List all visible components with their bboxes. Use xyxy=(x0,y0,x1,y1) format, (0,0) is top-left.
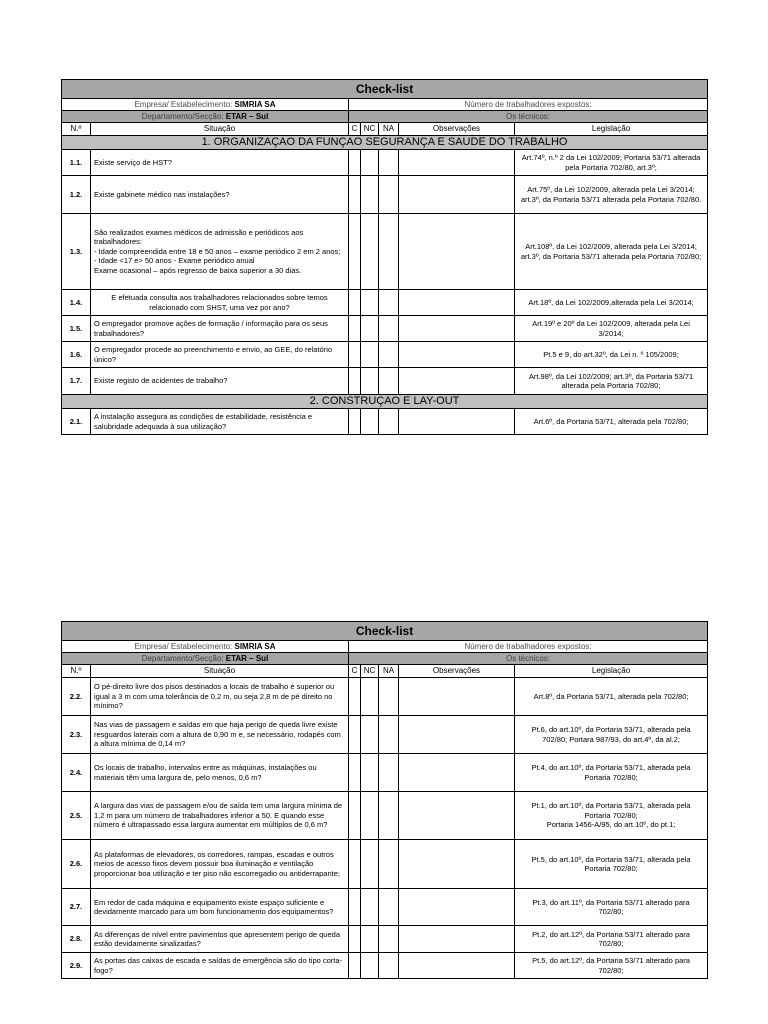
table-row xyxy=(62,953,708,979)
c-checkbox[interactable] xyxy=(349,792,361,840)
observations-cell[interactable] xyxy=(399,926,515,953)
observations-cell[interactable] xyxy=(399,953,515,979)
table-row xyxy=(62,840,708,889)
observations-cell[interactable] xyxy=(399,176,515,214)
na-checkbox[interactable] xyxy=(379,926,399,953)
nc-checkbox[interactable] xyxy=(361,342,379,368)
row-number: 2.3. xyxy=(62,716,91,754)
c-checkbox[interactable] xyxy=(349,409,361,435)
table-row xyxy=(62,150,708,176)
nc-checkbox[interactable] xyxy=(361,290,379,316)
na-checkbox[interactable] xyxy=(379,754,399,792)
row-situation: E efetuada consulta aos trabalhadores relacionados sobre temos relacionado com SHST, uma vez por ano? xyxy=(91,290,349,316)
row-situation: O empregador promove ações de formação / informação para os seus trabalhadores? xyxy=(91,316,349,342)
row-situation: A largura das vias de passagem e/ou de saída tem uma largura mínima de 1,2 m para um número de trabalhadores inferior a 50. E quando esse número é ultrapassado essa largura aumentar em múltiplos de 0,6 m? xyxy=(91,792,349,840)
observations-cell[interactable] xyxy=(399,716,515,754)
observations-cell[interactable] xyxy=(399,678,515,716)
department-label: Departamento/Secção: xyxy=(141,112,224,121)
observations-cell[interactable] xyxy=(399,409,515,435)
c-checkbox[interactable] xyxy=(349,926,361,953)
row-situation: Existe registo de acidentes de trabalho? xyxy=(91,368,349,395)
nc-checkbox[interactable] xyxy=(361,368,379,395)
row-number: 2.4. xyxy=(62,754,91,792)
col-situation-header: Situação xyxy=(91,665,349,678)
header-row xyxy=(62,665,708,678)
row-situation: Nas vias de passagem e saídas em que haja perigo de queda livre existe resguardos laterais com a altura de 0,90 m e, se necessário, rodapés com a altura mínima de 0,14 m? xyxy=(91,716,349,754)
nc-checkbox[interactable] xyxy=(361,316,379,342)
department-value: ETAR – Sul xyxy=(225,112,269,121)
col-legislation-header: Legislação xyxy=(515,123,708,136)
c-checkbox[interactable] xyxy=(349,342,361,368)
row-number: 2.8. xyxy=(62,926,91,953)
row-situation: As portas das caixas de escada e saídas de emergência são do tipo corta-fogo? xyxy=(91,953,349,979)
row-legislation: Pt.5 e 9, do art.32º, da Lei n. º 105/2009; xyxy=(515,342,708,368)
row-situation: O empregador procede ao preenchimento e envio, ao GEE, do relatório único? xyxy=(91,342,349,368)
na-checkbox[interactable] xyxy=(379,176,399,214)
col-observations-header: Observações xyxy=(399,123,515,136)
department-row xyxy=(62,111,708,123)
nc-checkbox[interactable] xyxy=(361,214,379,290)
sheet-title: Check-list xyxy=(62,622,708,641)
c-checkbox[interactable] xyxy=(349,840,361,889)
row-situation: As plataformas de elevadores, os corredores, rampas, escadas e outros meios de acesso fixos devem possuir boa iluminação e ventilação proporcionar boa utilização e ter piso não escorregadio ou antiderrapante; xyxy=(91,840,349,889)
c-checkbox[interactable] xyxy=(349,953,361,979)
col-nc-header: NC xyxy=(361,123,379,136)
col-c-header: C xyxy=(349,123,361,136)
c-checkbox[interactable] xyxy=(349,290,361,316)
section-header xyxy=(62,136,708,150)
observations-cell[interactable] xyxy=(399,214,515,290)
observations-cell[interactable] xyxy=(399,792,515,840)
department-row xyxy=(62,653,708,665)
row-number: 2.1. xyxy=(62,409,91,435)
table-row xyxy=(62,926,708,953)
c-checkbox[interactable] xyxy=(349,214,361,290)
nc-checkbox[interactable] xyxy=(361,754,379,792)
department-cell xyxy=(62,653,349,665)
row-legislation: Pt.2, do art.12º, da Portaria 53/71 alterado para 702/80; xyxy=(515,926,708,953)
company-cell xyxy=(62,99,349,111)
c-checkbox[interactable] xyxy=(349,316,361,342)
section-header xyxy=(62,395,708,409)
section-title: 1. ORGANIZAÇAO DA FUNÇAO SEGURANÇA E SAUDE DO TRABALHO xyxy=(62,136,708,150)
row-situation: Os locais de trabalho, intervalos entre as máquinas, instalações ou materiais têm uma largura de, pelo menos, 0,6 m? xyxy=(91,754,349,792)
nc-checkbox[interactable] xyxy=(361,409,379,435)
row-legislation: Art.98º, da Lei 102/2009; art.3º, da Portaria 53/71 alterada pela Portaria 702/80; xyxy=(515,368,708,395)
row-legislation: Pt.5, do art.10º, da Portaria 53/71, alterada pela Portaria 702/80; xyxy=(515,840,708,889)
row-legislation: Art.75º, da Lei 102/2009, alterada pela Lei 3/2014; art.3º, da Portaria 53/71 alterada pela Portaria 702/80. xyxy=(515,176,708,214)
sheet-title: Check-list xyxy=(62,80,708,99)
checklist-sheet-2 xyxy=(61,621,707,979)
c-checkbox[interactable] xyxy=(349,150,361,176)
col-observations-header: Observações xyxy=(399,665,515,678)
technicians-label: Os técnicos: xyxy=(349,111,708,123)
na-checkbox[interactable] xyxy=(379,889,399,926)
col-na-header: NA xyxy=(379,665,399,678)
row-number: 1.4. xyxy=(62,290,91,316)
row-legislation: Pt.5, do art.12º, da Portaria 53/71 alterado para 702/80; xyxy=(515,953,708,979)
department-cell xyxy=(62,111,349,123)
nc-checkbox[interactable] xyxy=(361,953,379,979)
na-checkbox[interactable] xyxy=(379,316,399,342)
table-row xyxy=(62,176,708,214)
header-row xyxy=(62,123,708,136)
table-row xyxy=(62,290,708,316)
checklist-table xyxy=(61,621,708,979)
company-value: SIMRIA SA xyxy=(234,642,276,651)
row-number: 1.1. xyxy=(62,150,91,176)
na-checkbox[interactable] xyxy=(379,214,399,290)
na-checkbox[interactable] xyxy=(379,342,399,368)
table-row xyxy=(62,754,708,792)
company-label: Empresa/ Estabelecimento: xyxy=(134,100,233,109)
nc-checkbox[interactable] xyxy=(361,150,379,176)
na-checkbox[interactable] xyxy=(379,716,399,754)
row-situation: Existe gabinete médico nas instalações? xyxy=(91,176,349,214)
workers-label: Número de trabalhadores expostos: xyxy=(349,99,708,111)
row-number: 2.5. xyxy=(62,792,91,840)
col-num-header: N.º xyxy=(62,123,91,136)
observations-cell[interactable] xyxy=(399,889,515,926)
title-row xyxy=(62,80,708,99)
row-legislation: Pt.3, do art.11º, da Portaria 53/71 alterado para 702/80; xyxy=(515,889,708,926)
row-number: 1.6. xyxy=(62,342,91,368)
table-row xyxy=(62,889,708,926)
observations-cell[interactable] xyxy=(399,840,515,889)
nc-checkbox[interactable] xyxy=(361,889,379,926)
c-checkbox[interactable] xyxy=(349,368,361,395)
row-number: 1.3. xyxy=(62,214,91,290)
row-number: 1.5. xyxy=(62,316,91,342)
observations-cell[interactable] xyxy=(399,342,515,368)
observations-cell[interactable] xyxy=(399,150,515,176)
na-checkbox[interactable] xyxy=(379,678,399,716)
table-row xyxy=(62,409,708,435)
department-value: ETAR – Sul xyxy=(225,654,269,663)
col-nc-header: NC xyxy=(361,665,379,678)
observations-cell[interactable] xyxy=(399,368,515,395)
table-row xyxy=(62,316,708,342)
row-situation: Existe serviço de HST? xyxy=(91,150,349,176)
technicians-label: Os técnicos: xyxy=(349,653,708,665)
col-legislation-header: Legislação xyxy=(515,665,708,678)
company-value: SIMRIA SA xyxy=(234,100,276,109)
table-row xyxy=(62,214,708,290)
workers-label: Número de trabalhadores expostos: xyxy=(349,641,708,653)
nc-checkbox[interactable] xyxy=(361,716,379,754)
row-number: 1.2. xyxy=(62,176,91,214)
na-checkbox[interactable] xyxy=(379,840,399,889)
section-title: 2. CONSTRUÇAO E LAY-OUT xyxy=(62,395,708,409)
col-c-header: C xyxy=(349,665,361,678)
company-row xyxy=(62,99,708,111)
row-number: 2.2. xyxy=(62,678,91,716)
company-row xyxy=(62,641,708,653)
nc-checkbox[interactable] xyxy=(361,840,379,889)
row-legislation: Pt.6, do art.10º, da Portaria 53/71, alterada pela 702/80; Portara 987/93, do art.4º, da al.2; xyxy=(515,716,708,754)
table-row xyxy=(62,342,708,368)
company-cell xyxy=(62,641,349,653)
na-checkbox[interactable] xyxy=(379,953,399,979)
observations-cell[interactable] xyxy=(399,290,515,316)
c-checkbox[interactable] xyxy=(349,176,361,214)
row-situation: A instalação assegura as condições de estabilidade, resistência e salubridade adequada à sua utilização? xyxy=(91,409,349,435)
row-situation: O pé-direito livre dos pisos destinados a locais de trabalho é superior ou igual a 3 m com uma tolerância de 0,2 m, ou seja 2,8 m de pé direito no mínimo? xyxy=(91,678,349,716)
nc-checkbox[interactable] xyxy=(361,926,379,953)
row-legislation: Art.19º e 20º da Lei 102/2009, alterada pela Lei 3/2014; xyxy=(515,316,708,342)
row-situation: As diferenças de nível entre pavimentos que apresentem perigo de queda estão devidamente sinalizadas? xyxy=(91,926,349,953)
row-situation: São realizados exames médicos de admissão e periódicos aos trabalhadores: - Idade compreendida entre 18 e 50 anos – exame periódico 2 em 2 anos; - Idade <17 e> 50 anos - Exame periódico anual Exame ocasional – após regresso de baixa superior a 30 dias. xyxy=(91,214,349,290)
row-legislation: Art.18º, da Lei 102/2009,alterada pela Lei 3/2014; xyxy=(515,290,708,316)
na-checkbox[interactable] xyxy=(379,150,399,176)
company-label: Empresa/ Estabelecimento: xyxy=(134,642,233,651)
c-checkbox[interactable] xyxy=(349,716,361,754)
c-checkbox[interactable] xyxy=(349,754,361,792)
row-legislation: Pt.1, do art.10º, da Portaria 53/71, alterada pela Portaria 702/80; Portaria 1456-A/95, do art.10º, do pt.1; xyxy=(515,792,708,840)
observations-cell[interactable] xyxy=(399,316,515,342)
title-row xyxy=(62,622,708,641)
na-checkbox[interactable] xyxy=(379,290,399,316)
checklist-sheet-1 xyxy=(61,79,707,435)
na-checkbox[interactable] xyxy=(379,792,399,840)
row-number: 2.6. xyxy=(62,840,91,889)
table-row xyxy=(62,368,708,395)
col-num-header: N.º xyxy=(62,665,91,678)
c-checkbox[interactable] xyxy=(349,889,361,926)
na-checkbox[interactable] xyxy=(379,368,399,395)
na-checkbox[interactable] xyxy=(379,409,399,435)
row-number: 2.7. xyxy=(62,889,91,926)
nc-checkbox[interactable] xyxy=(361,176,379,214)
row-legislation: Art.108º, da Lei 102/2009, alterada pela Lei 3/2014; art.3º, da Portaria 53/71 alterada pela Portaria 702/80; xyxy=(515,214,708,290)
department-label: Departamento/Secção: xyxy=(141,654,224,663)
row-number: 2.9. xyxy=(62,953,91,979)
row-legislation: Pt.4, do art.10º, da Portaria 53/71, alterada pela Portaria 702/80; xyxy=(515,754,708,792)
col-situation-header: Situação xyxy=(91,123,349,136)
table-row xyxy=(62,792,708,840)
row-legislation: Art.6º, da Portaria 53/71, alterada pela 702/80; xyxy=(515,409,708,435)
row-situation: Em redor de cada máquina e equipamento existe espaço suficiente e devidamente marcado para um bom funcionamento dos equipamentos? xyxy=(91,889,349,926)
observations-cell[interactable] xyxy=(399,754,515,792)
col-na-header: NA xyxy=(379,123,399,136)
row-legislation: Art.74º, n.º 2 da Lei 102/2009; Portaria 53/71 alterada pela Portaria 702/80, art.3º; xyxy=(515,150,708,176)
table-row xyxy=(62,716,708,754)
table-row xyxy=(62,678,708,716)
checklist-table xyxy=(61,79,708,435)
c-checkbox[interactable] xyxy=(349,678,361,716)
nc-checkbox[interactable] xyxy=(361,792,379,840)
row-number: 1.7. xyxy=(62,368,91,395)
nc-checkbox[interactable] xyxy=(361,678,379,716)
row-legislation: Art.8º, da Portaria 53/71, alterada pela 702/80; xyxy=(515,678,708,716)
